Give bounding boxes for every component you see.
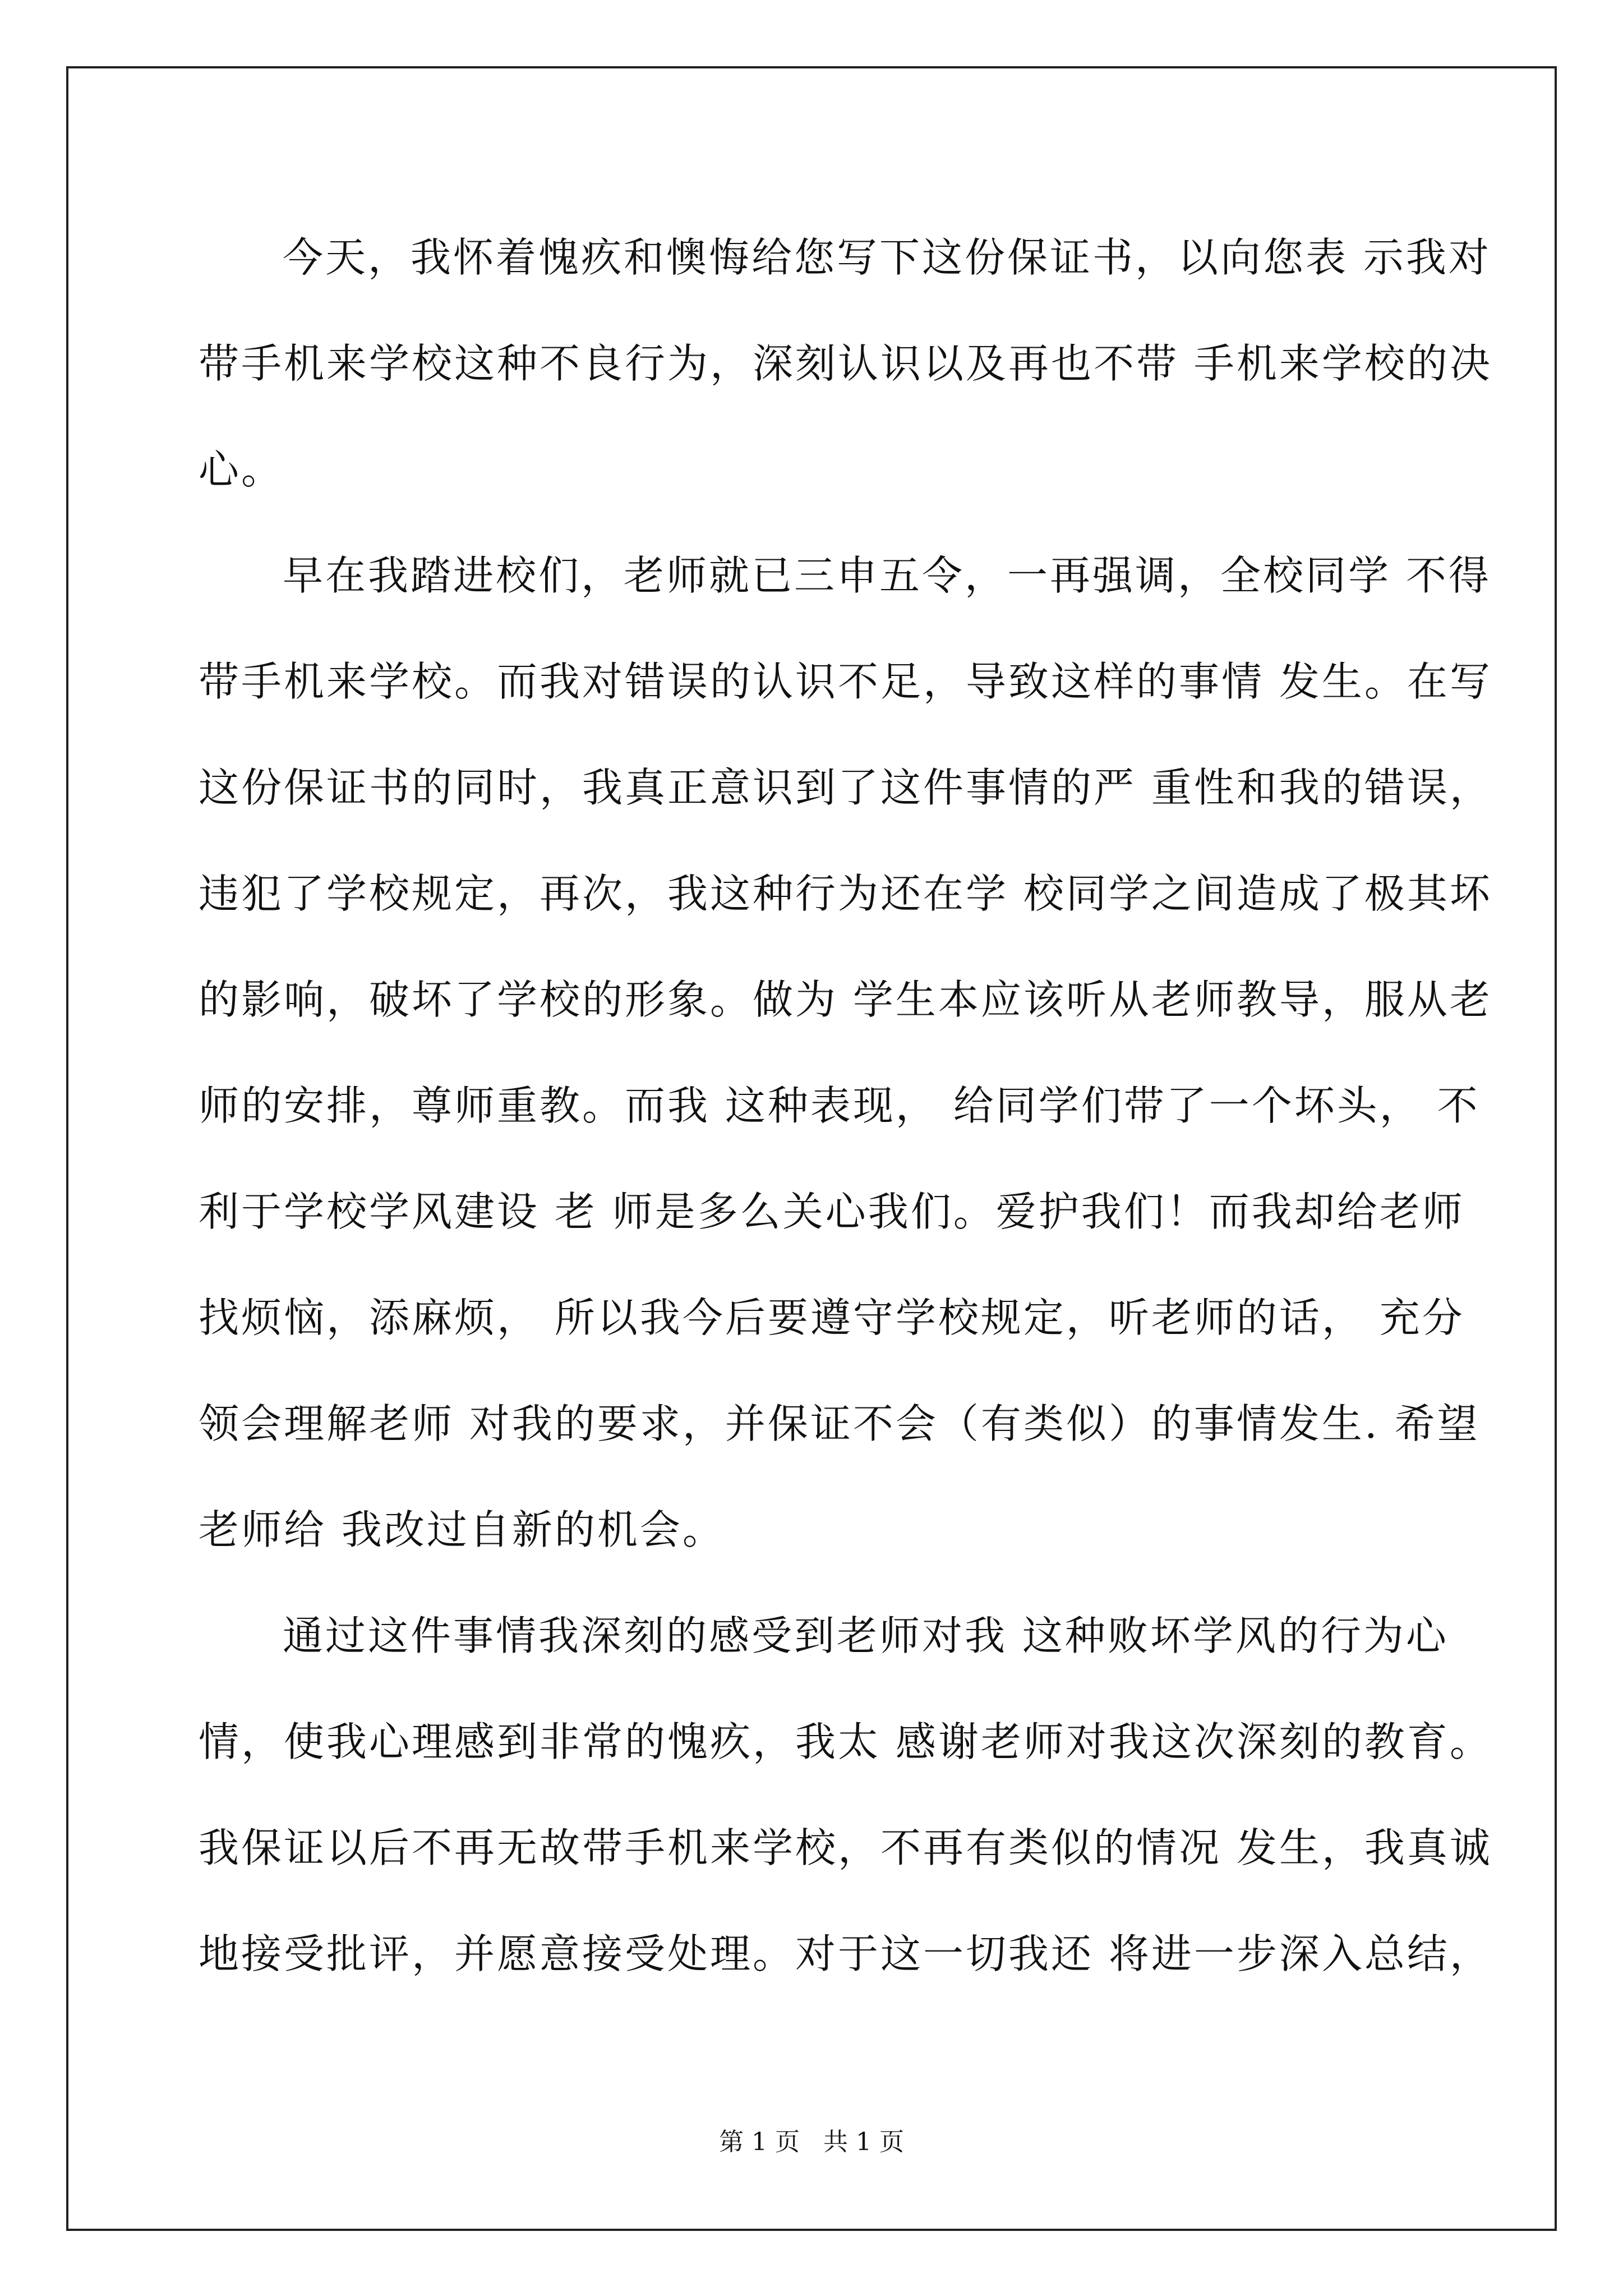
text-line: 地接受批评，并愿意接受处理。对于这一切我还 将进一步深入总结， <box>199 1930 1492 1977</box>
text-line: 心。 <box>199 446 284 493</box>
text-line: 今天，我怀着愧疚和懊悔给您写下这份保证书，以向您表 示我对 <box>283 234 1491 281</box>
text-line: 带手机来学校这种不良行为，深刻认识以及再也不带 手机来学校的决 <box>199 340 1492 387</box>
page-footer <box>0 2122 1623 2157</box>
text-line: 我保证以后不再无故带手机来学校，不再有类似的情况 发生，我真诚 <box>199 1824 1492 1871</box>
text-line: 情，使我心理感到非常的愧疚，我太 感谢老师对我这次深刻的教育。 <box>199 1718 1492 1765</box>
text-line: 早在我踏进校们，老师就已三申五令，一再强调，全校同学 不得 <box>283 552 1491 599</box>
text-line: 通过这件事情我深刻的感受到老师对我 这种败坏学风的行为心 <box>283 1612 1449 1659</box>
text-line: 找烦恼，添麻烦， 所以我今后要遵守学校规定，听老师的话， 充分 <box>199 1294 1465 1341</box>
text-line: 领会理解老师 对我的要求，并保证不会（有类似）的事情发生. 希望 <box>199 1400 1480 1447</box>
text-line: 这份保证书的同时，我真正意识到了这件事情的严 重性和我的错误， <box>199 764 1492 811</box>
text-line: 老师给 我改过自新的机会。 <box>199 1506 725 1553</box>
page-total-label: 共 1 页 <box>823 2128 904 2156</box>
text-line: 的影响，破坏了学校的形象。做为 学生本应该听从老师教导，服从老 <box>199 976 1492 1023</box>
page-number-label: 第 1 页 <box>719 2128 800 2156</box>
text-line: 违犯了学校规定，再次，我这种行为还在学 校同学之间造成了极其坏 <box>199 870 1492 917</box>
document-body <box>199 205 1492 2007</box>
text-line: 带手机来学校。而我对错误的认识不足，导致这样的事情 发生。在写 <box>199 658 1492 705</box>
text-line: 利于学校学风建设 老 师是多么关心我们。爱护我们！而我却给老师 <box>199 1188 1465 1235</box>
text-line: 师的安排，尊师重教。而我 这种表现， 给同学们带了一个坏头， 不 <box>199 1082 1480 1129</box>
